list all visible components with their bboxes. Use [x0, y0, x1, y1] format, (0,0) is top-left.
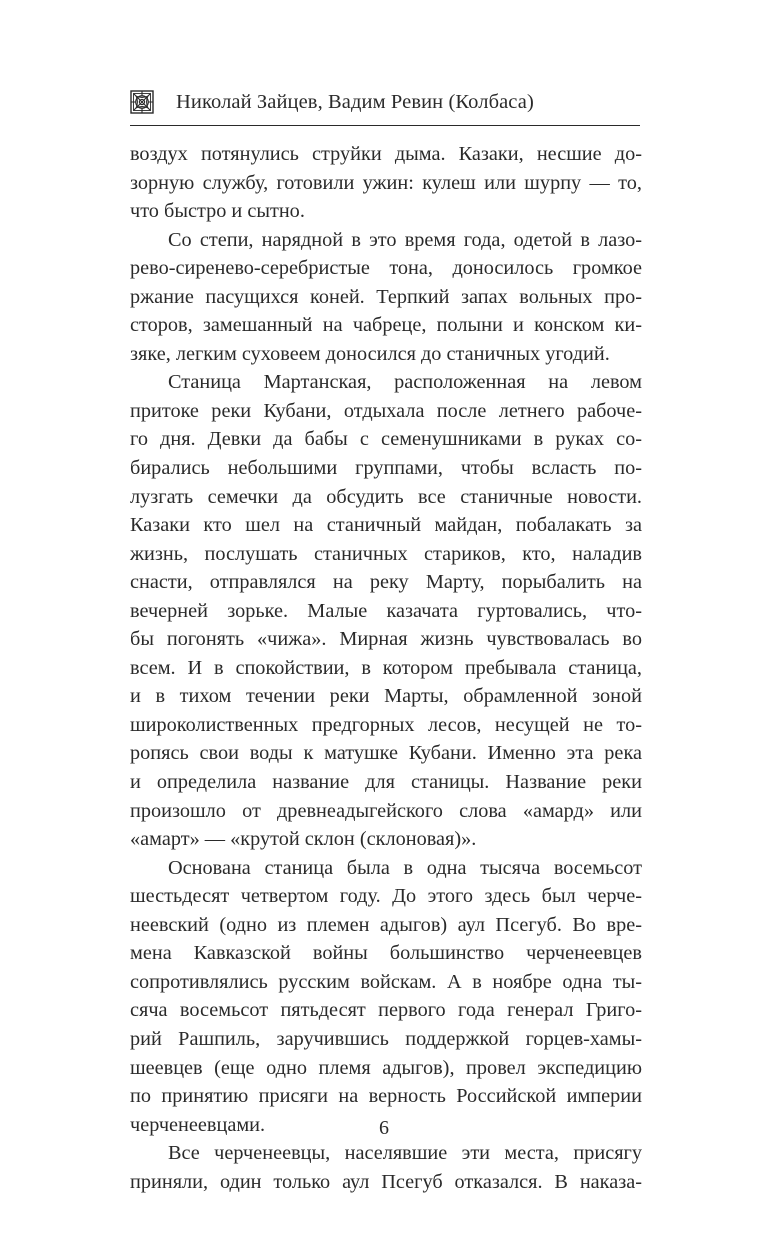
body-text [130, 140, 642, 1196]
celtic-knot-ornament-icon [130, 90, 154, 114]
text-line: черченеевцами. [130, 1113, 266, 1136]
text-line: всем. И в спокойствии, в котором пребывала станица, [130, 656, 642, 679]
text-line: по принятию присяги на верность Российской империи [130, 1085, 642, 1108]
text-line: широколиственных предгорных лесов, несущей не то- [130, 713, 642, 736]
text-line: мена Кавказской войны большинство черченеевцев [130, 942, 642, 965]
running-head-title: Николай Зайцев, Вадим Ревин (Колбаса) [176, 90, 534, 113]
text-line: Казаки кто шел на станичный майдан, побалакать за [130, 514, 642, 537]
text-line: снасти, отправлялся на реку Марту, порыбалить на [130, 571, 642, 594]
text-line: ропясь свои воды к матушке Кубани. Именно эта река [130, 742, 642, 765]
text-line: бы погонять «чижа». Мирная жизнь чувствовалась во [130, 628, 642, 651]
text-line: что быстро и сытно. [130, 200, 305, 223]
text-line: вечерней зорьке. Малые казачата гуртовались, что- [130, 599, 642, 622]
text-line: и определила название для станицы. Название реки [130, 771, 642, 794]
text-line: шеевцев (еще одно племя адыгов), провел экспедицию [130, 1056, 642, 1079]
text-line: сторов, замешанный на чабреце, полыни и конском ки- [130, 314, 642, 337]
text-line: рево-сиренево-серебристые тона, доносилось громкое [130, 257, 642, 280]
text-line: сяча восемьсот пятьдесят первого года генерал Григо- [130, 999, 642, 1022]
text-line: воздух потянулись струйки дыма. Казаки, несшие до- [130, 143, 642, 165]
text-line: ржание пасущихся коней. Терпкий запах вольных про- [130, 285, 642, 308]
text-line: сопротивлялись русским войскам. А в ноябре одна ты- [130, 970, 642, 993]
paragraph-first-line: Станица Мартанская, расположенная на левом [168, 371, 642, 394]
text-line: бирались небольшими группами, чтобы всласть по- [130, 457, 642, 480]
paragraph-first-line: Все черченеевцы, населявшие эти места, присягу [168, 1142, 642, 1165]
text-line: зорную службу, готовили ужин: кулеш или шурпу — то, [130, 171, 642, 194]
text-line: го дня. Девки да бабы с семенушниками в руках со- [130, 428, 642, 451]
text-line: и в тихом течении реки Марты, обрамленной зоной [130, 685, 642, 708]
text-line: рий Рашпиль, заручившись поддержкой горцев-хамы- [130, 1027, 642, 1050]
paragraph-first-line: Со степи, нарядной в это время года, одетой в лазо- [168, 228, 642, 251]
text-line: жизнь, послушать станичных стариков, кто, наладив [130, 542, 642, 565]
text-line: произошло от древнеадыгейского слова «амард» или [130, 799, 642, 822]
text-line: шестьдесят четвертом году. До этого здесь был черче- [130, 885, 642, 908]
header-rule-divider [130, 125, 640, 126]
text-line: притоке реки Кубани, отдыхала после летнего рабоче- [130, 399, 642, 422]
text-line: «амарт» — «крутой склон (склоновая)». [130, 828, 477, 851]
page-number: 6 [379, 1117, 389, 1139]
text-line: лузгать семечки да обсудить все станичные новости. [130, 485, 642, 508]
text-line: неевский (одно из племен адыгов) аул Псегуб. Во вре- [130, 913, 642, 936]
running-head [130, 86, 640, 118]
text-line: приняли, один только аул Псегуб отказался. В наказа- [130, 1170, 642, 1193]
text-line: зяке, легким суховеем доносился до станичных угодий. [130, 342, 610, 365]
paragraph-first-line: Основана станица была в одна тысяча восемьсот [168, 856, 642, 879]
